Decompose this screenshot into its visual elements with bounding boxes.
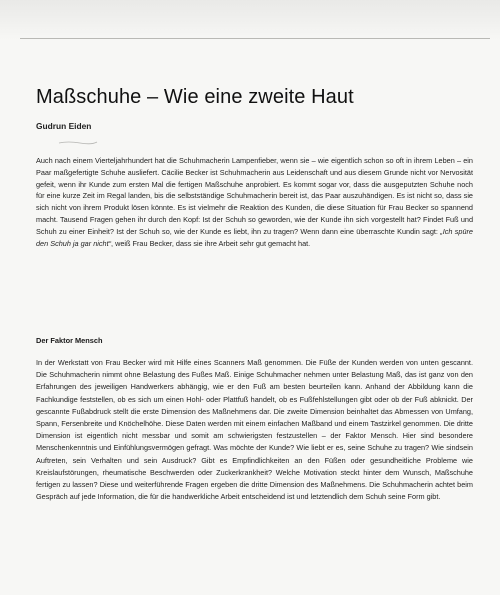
article-author: Gudrun Eiden bbox=[36, 121, 92, 131]
intro-text-start: Auch nach einem Vierteljahrhundert hat die Schuhmacherin Lampenfieber, wenn sie – wie eigentlich schon so oft in ihrem Leben – ein Paar maßgefertigte Schuhe ausliefert. Cäcilie Becker ist Schuhmacherin aus Leidenschaft und aus diesem Grunde nicht vor Nervosität gefeit, wenn ihr Kunde zum ersten Mal die fertigen Maßschuhe anprobiert. Es kommt sogar vor, dass die ausgeputzten Schuhe noch für eine kurze Zeit im Regal landen, bis die selbstständige Schuhmacherin bereit ist, das Paar auszuhändigen. Es ist nicht so, dass sie sich nicht von ihrem Produkt lösen könnte. Es ist vielmehr die Reaktion des Kunden, die diese Situation für Frau Becker so spannend macht. Tausend Fragen gehen ihr durch den Kopf: Ist der Schuh so geworden, wie der Kunde ihn sich vorgestellt hat? Findet Fuß und Schuh zu einer Einheit? Ist der Schuh so, wie der Kunde es liebt, ihn zu tragen? Wenn dann eine überraschte Kundin sagt: bbox=[36, 156, 473, 236]
pencil-mark bbox=[58, 140, 98, 146]
article-title: Maßschuhe – Wie eine zweite Haut bbox=[36, 86, 354, 108]
customer-quote: „Ich spüre den Schuh ja gar nicht“ bbox=[36, 226, 473, 248]
body-paragraph: In der Werkstatt von Frau Becker wird mit Hilfe eines Scanners Maß genommen. Die Füße der Kunden werden von unten gescannt. Die Schuhmacherin nimmt ohne Belastung des Fußes Maß. Einige Schuhmacher nehmen unter Belastung Maß, das ist ganz von den Erfahrungen des jeweiligen Handwerkers abhängig, wie er den Fuß am besten beurteilen kann. Anhand der Abbildung kann die Fachkundige feststellen, ob es sich um einen Hohl- oder Plattfuß handelt, ob es Fußfehlstellungen gibt oder ob der Fuß abknickt. Der gescannte Fußabdruck stellt die erste Dimension des Maßnehmens dar. Die zweite Dimension beinhaltet das Abmessen von Umfang, Spann, Fersenbreite und Knöchelhöhe. Diese Daten werden mit einem einfachen Maßband und einem Tastzirkel genommen. Die dritte Dimension ist eigentlich nicht messbar und somit am schwierigsten festzustellen – der Faktor Mensch. Hier sind besondere Menschenkenntnis und Einfühlungsvermögen gefragt. Was möchte der Kunde? Wie liebt er es, seine Schuhe zu tragen? Wie sindsein Auftreten, sein Verhalten und sein Ausdruck? Gibt es Empfindlichkeiten an den Füßen oder gesundheitliche Probleme wie Kreislaufstörungen, rheumatische Beschwerden oder Zuckerkrankheit? Welche Motivation steckt hinter dem Wunsch, Maßschuhe fertigen zu lassen? Diese und weiterführende Fragen ergeben die dritte Dimension des Maßnehmens. Die Schuhmacherin achtet beim Gespräch auf jede Information, die für die handwerkliche Arbeit entscheidend ist und letztendlich dem Schuh seine Form gibt. bbox=[36, 358, 473, 502]
section-heading: Der Faktor Mensch bbox=[36, 336, 103, 345]
page-top-shadow bbox=[0, 0, 500, 40]
page-top-edge-line bbox=[20, 38, 490, 39]
intro-paragraph bbox=[36, 155, 473, 249]
intro-text-end: , weiß Frau Becker, dass sie ihre Arbeit sehr gut gemacht hat. bbox=[111, 238, 311, 248]
